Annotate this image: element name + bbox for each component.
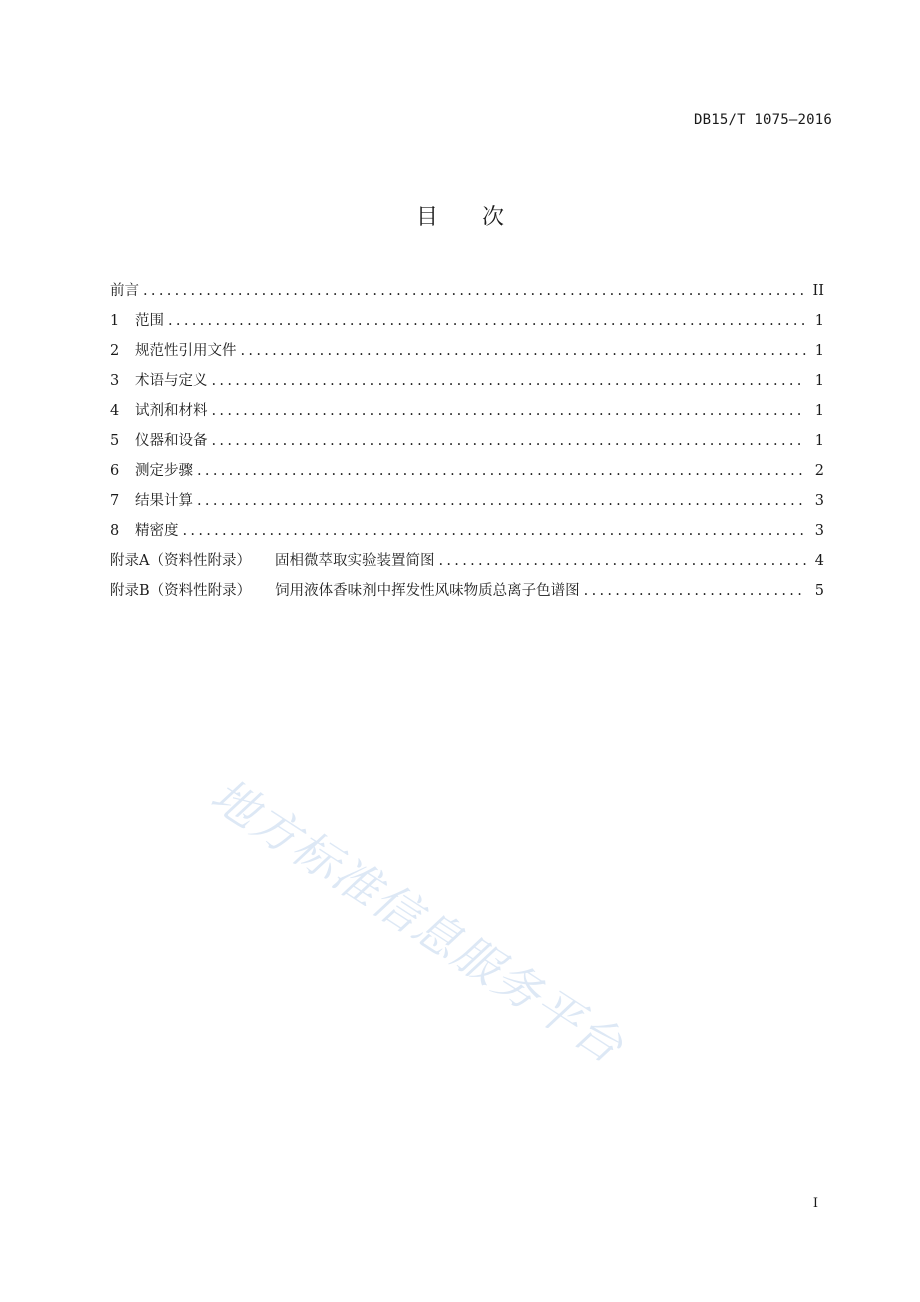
toc-entry-page: 1 [814, 343, 824, 359]
toc-leader-dots [168, 306, 806, 336]
toc-entry-page: 3 [814, 493, 824, 509]
toc-entry-label: 仪器和设备 [135, 433, 208, 449]
toc-entry-procedure[interactable] [110, 456, 824, 486]
toc-entry-label: 附录A（资料性附录） [110, 553, 251, 569]
toc-entry-label: 结果计算 [135, 493, 193, 509]
toc-list [110, 276, 824, 606]
toc-leader-dots [183, 516, 807, 546]
toc-entry-label: 附录B（资料性附录） [110, 583, 252, 599]
toc-entry-number: 7 [110, 493, 120, 509]
toc-leader-dots [143, 276, 806, 306]
toc-entry-calculation[interactable] [110, 486, 824, 516]
toc-entry-number: 4 [110, 403, 120, 419]
toc-entry-number: 1 [110, 313, 120, 329]
toc-entry-number: 3 [110, 373, 120, 389]
toc-title-char: 次 [482, 205, 505, 230]
toc-leader-dots [584, 576, 806, 606]
toc-entry-page: 5 [814, 583, 824, 599]
toc-entry-terms-definitions[interactable] [110, 366, 824, 396]
toc-entry-label: 范围 [135, 313, 164, 329]
toc-entry-precision[interactable] [110, 516, 824, 546]
toc-entry-label: 精密度 [135, 523, 179, 539]
watermark: 地方标准信息服务平台 [201, 767, 634, 1075]
toc-entry-label: 规范性引用文件 [135, 343, 237, 359]
toc-entry-page: 1 [814, 433, 824, 449]
toc-entry-normative-references[interactable] [110, 336, 824, 366]
toc-entry-page: 1 [814, 313, 824, 329]
toc-entry-number: 2 [110, 343, 120, 359]
toc-leader-dots [212, 366, 807, 396]
document-code: DB15/T 1075—2016 [693, 112, 832, 128]
toc-leader-dots [197, 486, 806, 516]
toc-leader-dots [212, 426, 807, 456]
toc-entry-appendix-b[interactable] [110, 576, 824, 606]
toc-title-char: 目 [415, 205, 438, 230]
toc-entry-page: II [812, 283, 824, 299]
toc-entry-page: 2 [814, 463, 824, 479]
toc-entry-appendix-title: 固相微萃取实验装置简图 [274, 553, 435, 569]
toc-entry-number: 6 [110, 463, 120, 479]
toc-entry-label: 术语与定义 [135, 373, 208, 389]
toc-leader-dots [241, 336, 807, 366]
toc-entry-page: 3 [814, 523, 824, 539]
toc-leader-dots [197, 456, 806, 486]
toc-entry-number: 5 [110, 433, 120, 449]
toc-entry-label: 测定步骤 [135, 463, 193, 479]
toc-entry-label: 前言 [110, 283, 139, 299]
toc-entry-page: 1 [814, 373, 824, 389]
toc-entry-reagents-materials[interactable] [110, 396, 824, 426]
toc-leader-dots [212, 396, 807, 426]
toc-entry-appendix-a[interactable] [110, 546, 824, 576]
page-number: I [812, 1196, 818, 1211]
toc-entry-page: 1 [814, 403, 824, 419]
toc-entry-number: 8 [110, 523, 120, 539]
toc-leader-dots [438, 546, 806, 576]
toc-entry-scope[interactable] [110, 306, 824, 336]
toc-entry-instruments-equipment[interactable] [110, 426, 824, 456]
toc-entry-label: 试剂和材料 [135, 403, 208, 419]
toc-entry-foreword[interactable] [110, 276, 824, 306]
toc-entry-appendix-title: 饲用液体香味剂中挥发性风味物质总离子色谱图 [275, 583, 580, 599]
toc-title [0, 200, 920, 231]
toc-entry-page: 4 [814, 553, 824, 569]
